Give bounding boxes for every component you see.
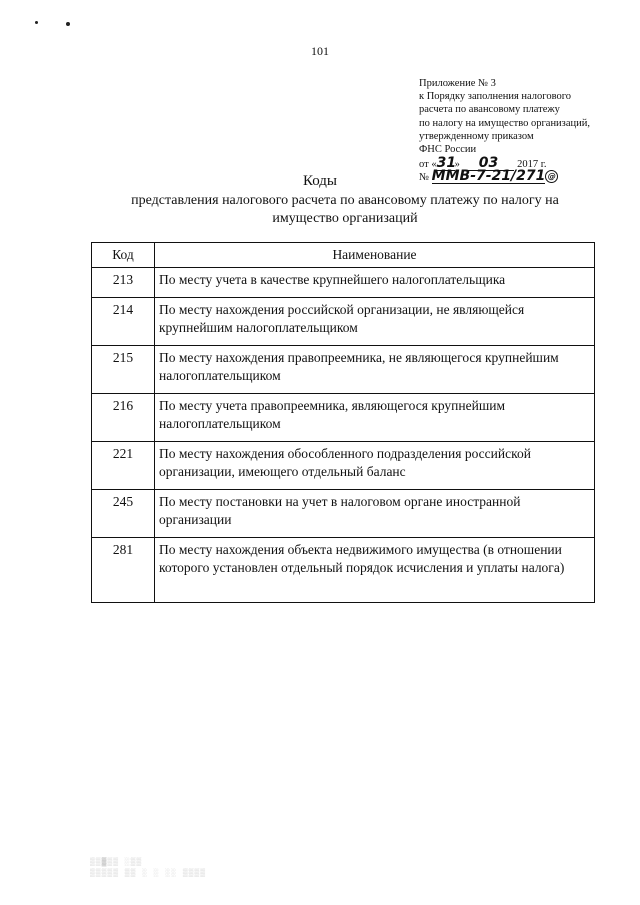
table-row xyxy=(92,346,595,394)
date-year: 2017 г. xyxy=(517,159,547,171)
name-cell: По месту учета правопреемника, являющегося крупнейшим налогоплательщиком xyxy=(155,394,595,442)
name-cell: По месту нахождения правопреемника, не являющегося крупнейшим налогоплательщиком xyxy=(155,346,595,394)
name-cell: По месту постановки на учет в налоговом органе иностранной организации xyxy=(155,490,595,538)
code-cell: 216 xyxy=(92,394,155,442)
code-cell: 281 xyxy=(92,538,155,603)
table-row xyxy=(92,538,595,603)
table-row xyxy=(92,268,595,298)
name-cell: По месту нахождения объекта недвижимого имущества (в отношении которого установлен отдельный порядок исчисления и уплаты налога) xyxy=(155,538,595,603)
table-row xyxy=(92,490,595,538)
appendix-line: Приложение № 3 xyxy=(419,78,496,89)
document-subtitle: представления налогового расчета по авансовому платежу по налогу на имущество организаций xyxy=(131,193,559,226)
appendix-line: утвержденному приказом xyxy=(419,130,534,142)
code-cell: 215 xyxy=(92,346,155,394)
name-cell: По месту нахождения обособленного подразделения российской организации, имеющего отдельный баланс xyxy=(155,442,595,490)
table-header-row xyxy=(92,243,595,268)
code-cell: 213 xyxy=(92,268,155,298)
appendix-line: расчета по авансовому платежу xyxy=(419,104,560,116)
code-cell: 214 xyxy=(92,298,155,346)
appendix-line: к Порядку заполнения налогового xyxy=(419,91,572,103)
date-month: 03 xyxy=(462,156,514,171)
page-number: 101 xyxy=(311,44,329,58)
table-row xyxy=(92,394,595,442)
table-row xyxy=(92,442,595,490)
scan-speck xyxy=(66,22,70,26)
column-header-code: Код xyxy=(92,243,155,268)
order-date: от «31» 03 2017 г. xyxy=(419,155,547,172)
document-title: Коды xyxy=(302,173,338,189)
appendix-block xyxy=(419,77,629,185)
date-day: 31 xyxy=(436,155,457,172)
appendix-line: по налогу на имущество организаций, xyxy=(419,117,590,129)
name-cell: По месту учета в качестве крупнейшего налогоплательщика xyxy=(155,268,595,298)
at-sign-stamp: @ xyxy=(545,170,558,183)
order-number-handwritten: ММВ-7-21/271 xyxy=(431,168,546,185)
scan-speck xyxy=(35,21,38,24)
order-number: № ММВ-7-21/271 @ xyxy=(419,169,629,184)
column-header-name: Наименование xyxy=(155,243,595,268)
faint-scan-artifact: ▒▒▓▒▒ ░▒▒ xyxy=(90,858,143,867)
code-cell: 245 xyxy=(92,490,155,538)
code-cell: 221 xyxy=(92,442,155,490)
appendix-line: ФНС России xyxy=(419,144,477,156)
table-row xyxy=(92,298,595,346)
codes-table xyxy=(91,242,595,603)
faint-scan-artifact: ▒▒▒▒▒ ▒▒ ░ ░ ░░ ▒▒▒▒ xyxy=(90,869,207,878)
name-cell: По месту нахождения российской организации, не являющейся крупнейшим налогоплательщиком xyxy=(155,298,595,346)
